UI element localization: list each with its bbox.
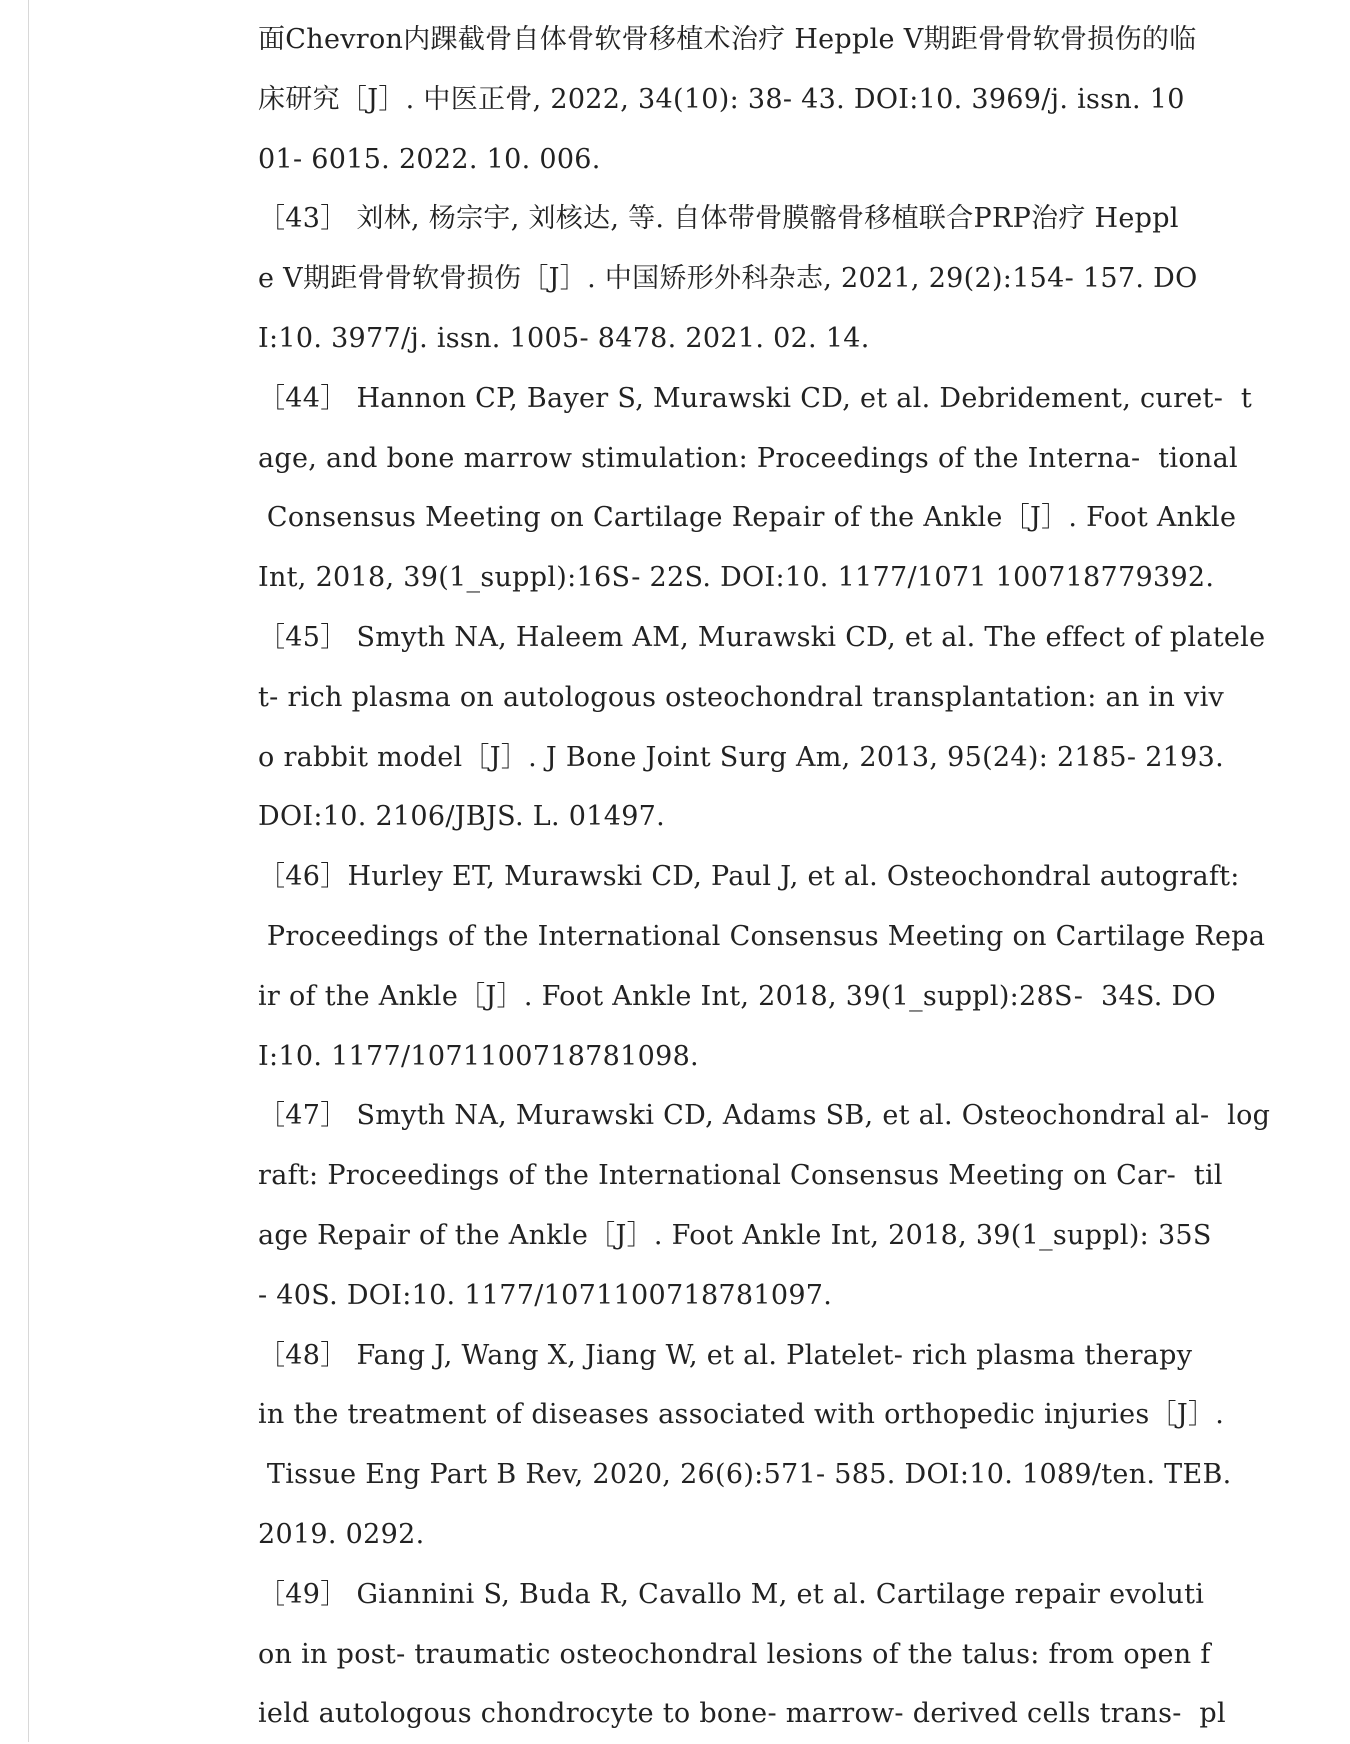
reference-line: Int, 2018, 39(1_suppl):16S- 22S. DOI:10. 1177/1071 100718779392. [258,562,1215,594]
reference-line: 床研究［J］. 中医正骨, 2022, 34(10): 38- 43. DOI:10. 3969/j. issn. 10 [258,83,1185,115]
reference-line: 01- 6015. 2022. 10. 006. [258,143,601,175]
reference-line: o rabbit model［J］. J Bone Joint Surg Am, 2013, 95(24): 2185- 2193. [258,741,1224,773]
reference-line: ［46］Hurley ET, Murawski CD, Paul J, et al. Osteochondral autograft: [258,861,1240,893]
reference-45 [258,608,1320,847]
reference-line: ［49］ Giannini S, Buda R, Cavallo M, et al. Cartilage repair evoluti [258,1578,1205,1610]
reference-49 [258,1565,1320,1744]
reference-line: in the treatment of diseases associated with orthopedic injuries［J］. [258,1399,1225,1431]
reference-line: ［43］ 刘林, 杨宗宇, 刘核达, 等. 自体带骨膜髂骨移植联合PRP治疗 Heppl [258,203,1179,235]
reference-line: age, and bone marrow stimulation: Proceedings of the Interna- tional [258,442,1238,474]
reference-line: ield autologous chondrocyte to bone- marrow- derived cells trans- pl [258,1698,1226,1730]
reference-line: on in post- traumatic osteochondral lesions of the talus: from open f [258,1638,1211,1670]
reference-line: age Repair of the Ankle［J］. Foot Ankle Int, 2018, 39(1_suppl): 35S [258,1219,1212,1251]
reference-47 [258,1086,1320,1325]
reference-line: ［44］ Hannon CP, Bayer S, Murawski CD, et al. Debridement, curet- t [258,382,1253,414]
reference-48 [258,1326,1320,1565]
reference-line: ［47］ Smyth NA, Murawski CD, Adams SB, et al. Osteochondral al- log [258,1100,1271,1132]
reference-line: ［45］ Smyth NA, Haleem AM, Murawski CD, et al. The effect of platele [258,621,1266,653]
reference-line: - 40S. DOI:10. 1177/1071100718781097. [258,1279,833,1311]
reference-list [258,10,1320,1744]
reference-line: ir of the Ankle［J］. Foot Ankle Int, 2018, 39(1_suppl):28S- 34S. DO [258,980,1216,1012]
reference-46 [258,847,1320,1086]
reference-line: Tissue Eng Part B Rev, 2020, 26(6):571- 585. DOI:10. 1089/ten. TEB. [258,1459,1232,1491]
reference-line: raft: Proceedings of the International Consensus Meeting on Car- til [258,1160,1223,1192]
page-margin-rule [28,0,29,1742]
reference-line: t- rich plasma on autologous osteochondral transplantation: an in viv [258,681,1225,713]
reference-line: Consensus Meeting on Cartilage Repair of the Ankle［J］. Foot Ankle [258,502,1237,534]
reference-44 [258,369,1320,608]
reference-line: DOI:10. 2106/JBJS. L. 01497. [258,801,666,833]
reference-line: I:10. 3977/j. issn. 1005- 8478. 2021. 02. 14. [258,322,870,354]
reference-42-continuation [258,10,1320,189]
reference-line: 面Chevron内踝截骨自体骨软骨移植术治疗 Hepple Ⅴ期距骨骨软骨损伤的临 [258,24,1197,55]
reference-line: Proceedings of the International Consensus Meeting on Cartilage Repa [258,920,1266,952]
reference-line: I:10. 1177/1071100718781098. [258,1040,699,1072]
reference-line: e Ⅴ期距骨骨软骨损伤［J］. 中国矫形外科杂志, 2021, 29(2):154- 157. DO [258,263,1198,295]
reference-line: ［48］ Fang J, Wang X, Jiang W, et al. Platelet- rich plasma therapy [258,1339,1193,1371]
reference-43 [258,189,1320,368]
reference-line: 2019. 0292. [258,1518,425,1550]
